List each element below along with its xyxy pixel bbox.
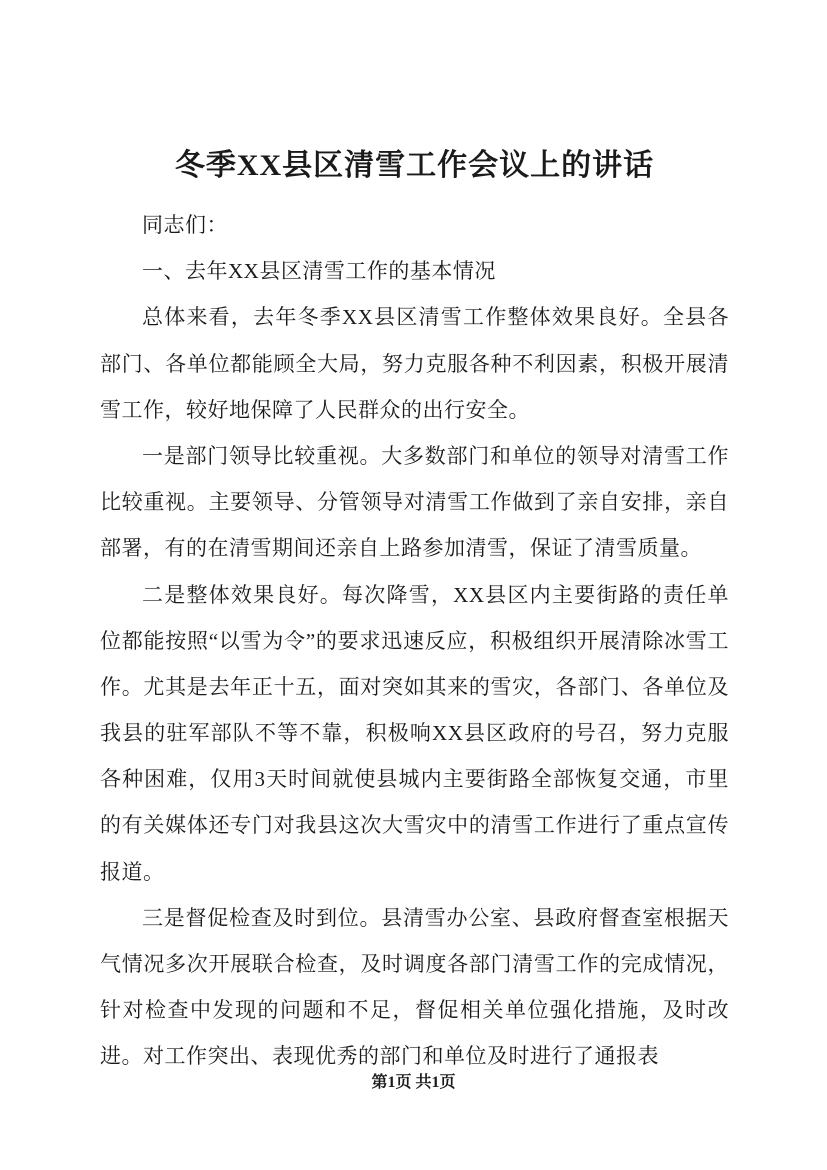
page-number-footer: 第1页 共1页 xyxy=(371,1074,456,1091)
paragraph-point-three: 三是督促检查及时到位。县清雪办公室、县政府督查室根据天气情况多次开展联合检查，及时调度各部门清雪工作的完成情况，针对检查中发现的问题和不足，督促相关单位强化措施，及时改进。对工作突出、表现优秀的部门和单位及时进行了通报表 xyxy=(100,905,729,1069)
paragraph-overview: 总体来看，去年冬季XX县区清雪工作整体效果良好。全县各部门、各单位都能顾全大局，努力克服各种不利因素，积极开展清雪工作，较好地保障了人民群众的出行安全。 xyxy=(100,305,729,422)
document-title: 冬季XX县区清雪工作会议上的讲话 xyxy=(174,149,655,182)
document-body xyxy=(100,202,729,1080)
paragraph-point-one: 一是部门领导比较重视。大多数部门和单位的领导对清雪工作比较重视。主要领导、分管领导对清雪工作做到了亲自安排，亲自部署，有的在清雪期间还亲自上路参加清雪，保证了清雪质量。 xyxy=(100,443,729,561)
paragraph-salutation: 同志们： xyxy=(142,213,228,237)
paragraph-section-heading: 一、去年XX县区清雪工作的基本情况 xyxy=(142,259,496,284)
paragraph-point-two: 二是整体效果良好。每次降雪，XX县区内主要街路的责任单位都能按照“以雪为令”的要求迅速反应，积极组织开展清除冰雪工作。尤其是去年正十五，面对突如其来的雪灾，各部门、各单位及我县的驻军部队不等不靠，积极响XX县区政府的号召，努力克服各种困难，仅用3天时间就使县城内主要街路全部恢复交通，市里的有关媒体还专门对我县这次大雪灾中的清雪工作进行了重点宣传报道。 xyxy=(100,582,729,884)
